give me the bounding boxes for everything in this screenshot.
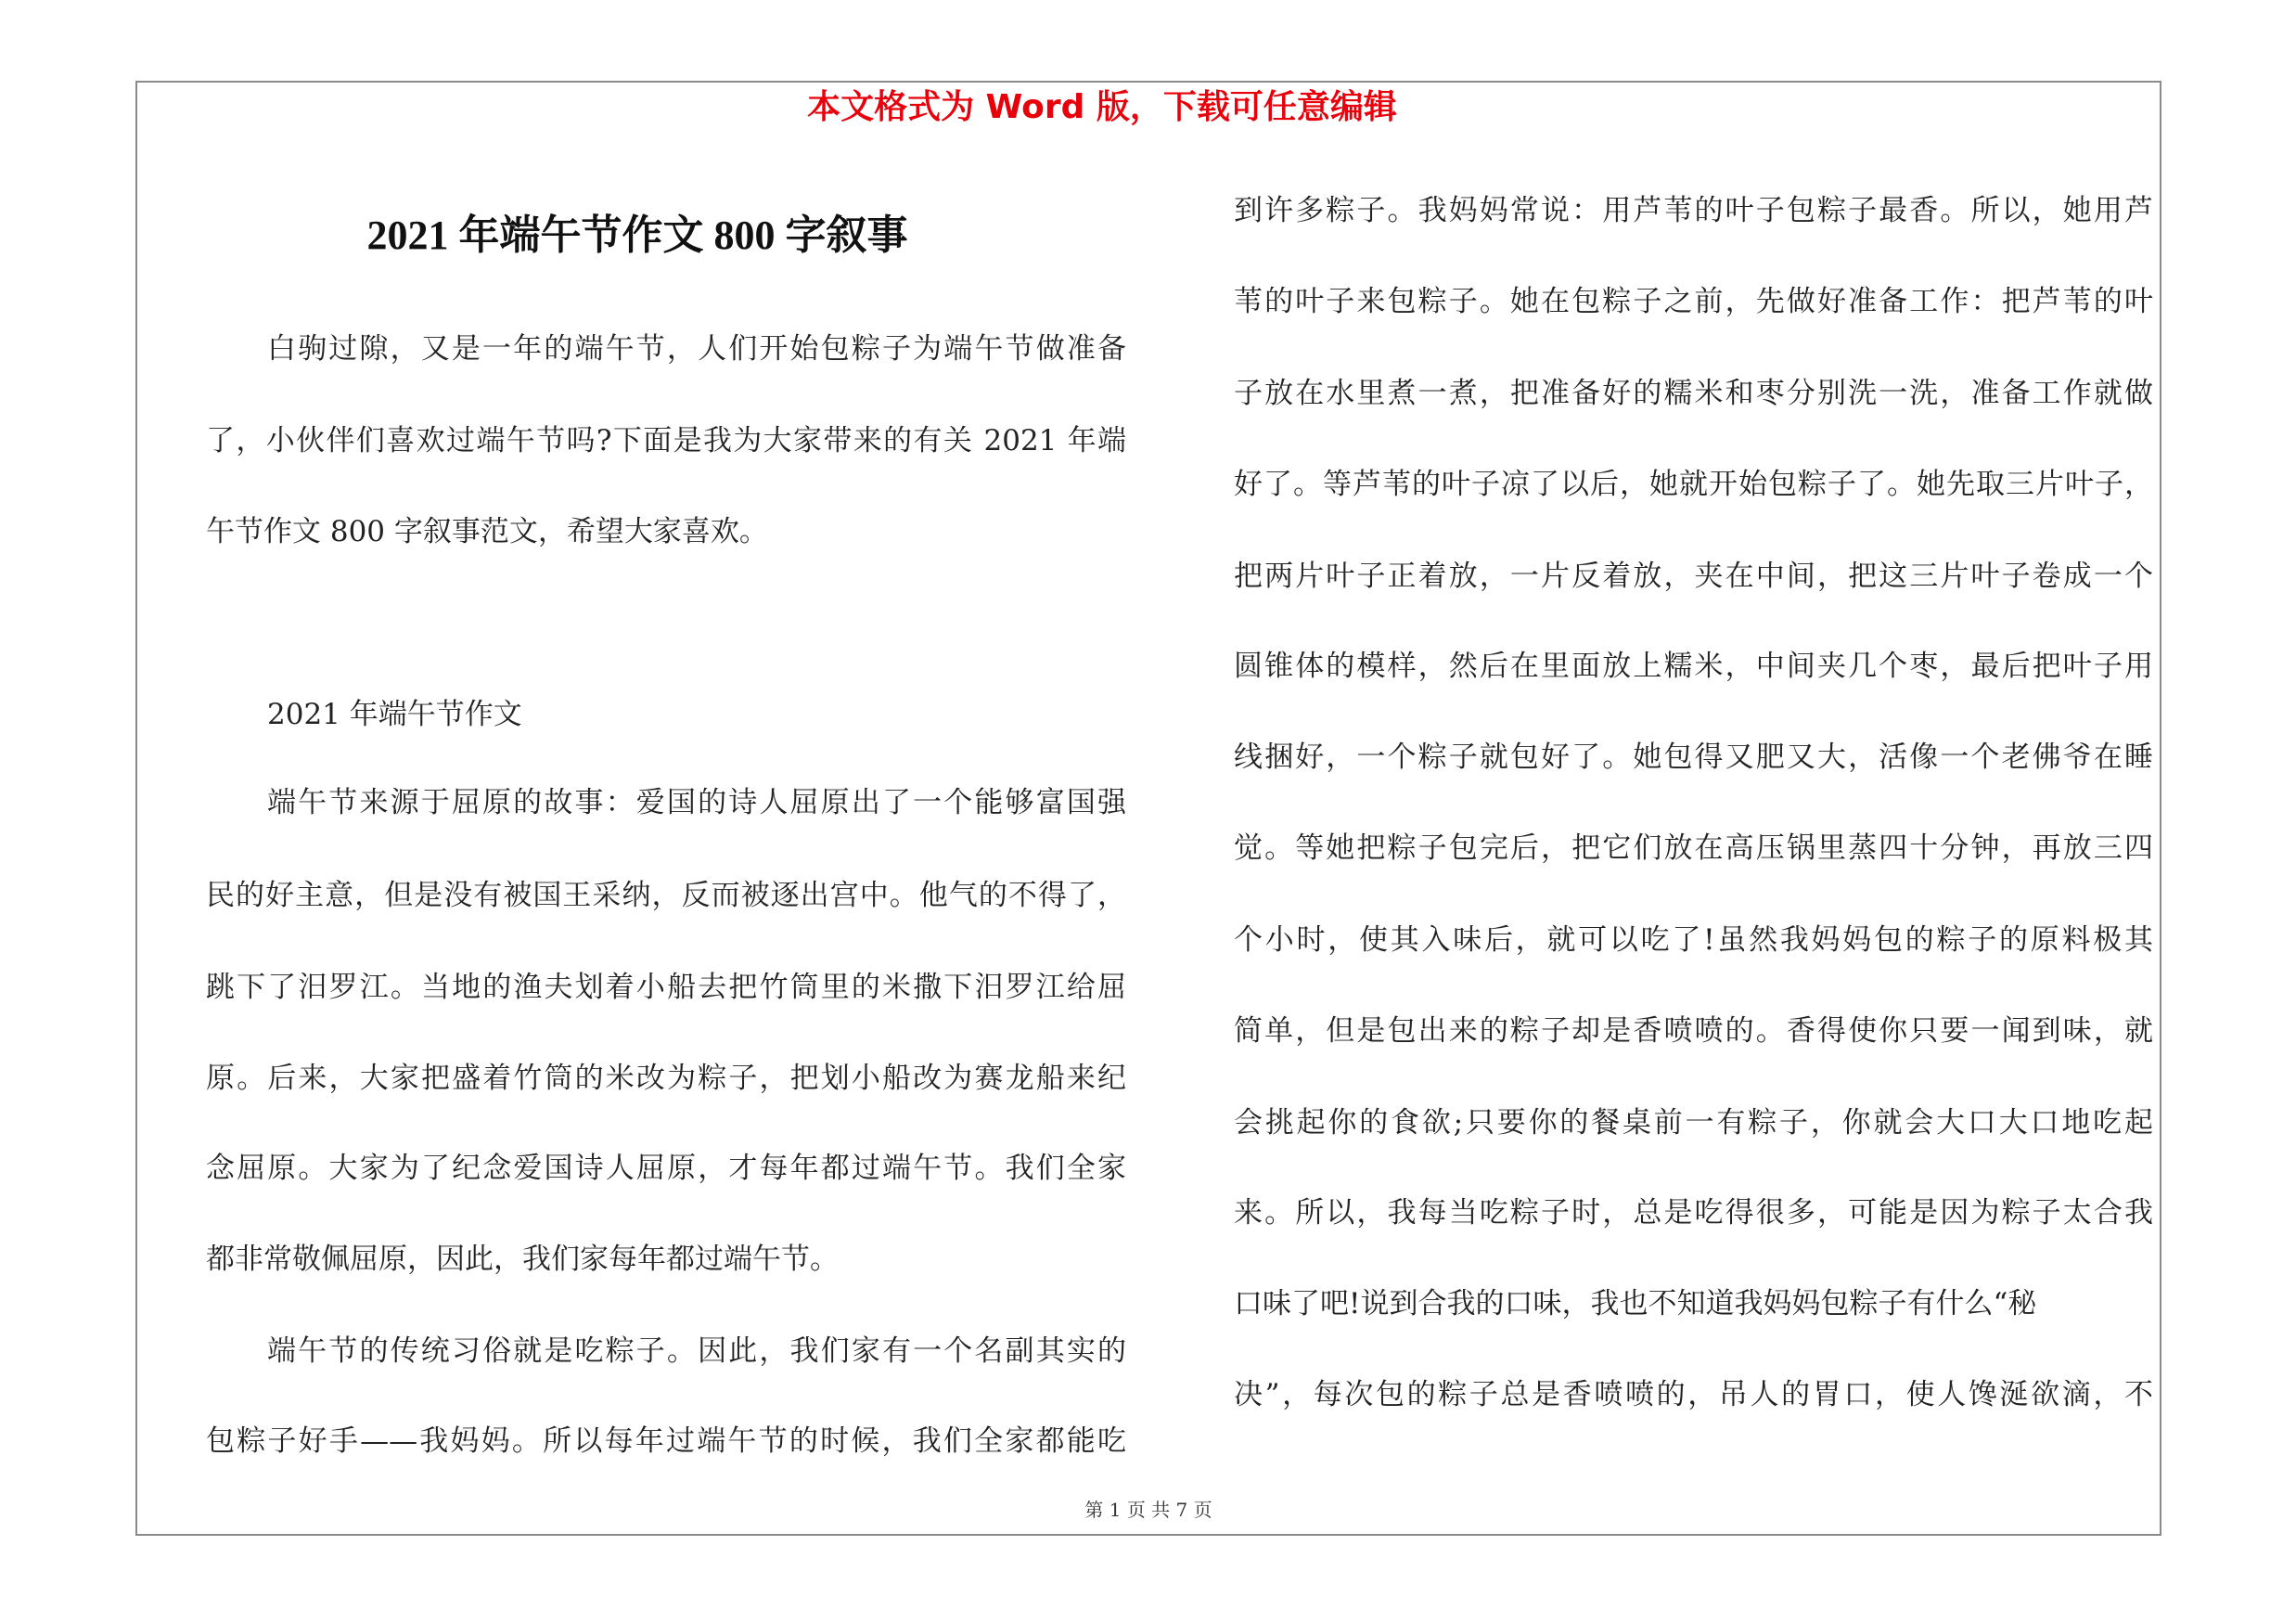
- text-line: 线捆好，一个粽子就包好了。她包得又肥又大，活像一个老佛爷在睡: [1234, 741, 2153, 774]
- text-line: 个小时，使其入味后，就可以吃了!虽然我妈妈包的粽子的原料极其: [1234, 923, 2153, 957]
- text-line: 端午节的传统习俗就是吃粽子。因此，我们家有一个名副其实的: [267, 1334, 1126, 1368]
- text-line: 口味了吧!说到合我的口味，我也不知道我妈妈包粽子有什么“秘: [1234, 1287, 2037, 1320]
- text-line: 跳下了汨罗江。当地的渔夫划着小船去把竹筒里的米撒下汨罗江给屈: [206, 971, 1126, 1004]
- page-number: 第 1 页 共 7 页: [1084, 1499, 1212, 1521]
- text-line: 午节作文 800 字叙事范文，希望大家喜欢。: [206, 515, 768, 548]
- text-line: 到许多粽子。我妈妈常说：用芦苇的叶子包粽子最香。所以，她用芦: [1234, 194, 2153, 227]
- text-line: 觉。等她把粽子包完后，把它们放在高压锅里蒸四十分钟，再放三四: [1234, 831, 2153, 865]
- text-line: 苇的叶子来包粽子。她在包粽子之前，先做好准备工作：把芦苇的叶: [1234, 285, 2153, 318]
- text-line: 原。后来，大家把盛着竹筒的米改为粽子，把划小船改为赛龙船来纪: [206, 1062, 1126, 1095]
- text-line: 简单，但是包出来的粽子却是香喷喷的。香得使你只要一闻到味，就: [1234, 1014, 2153, 1048]
- text-line: 子放在水里煮一煮，把准备好的糯米和枣分别洗一洗，准备工作就做: [1234, 377, 2153, 410]
- document-title: 2021 年端午节作文 800 字叙事: [366, 213, 908, 258]
- text-line: 好了。等芦苇的叶子凉了以后，她就开始包粽子了。她先取三片叶子，: [1234, 468, 2153, 501]
- text-line: 念屈原。大家为了纪念爱国诗人屈原，才每年都过端午节。我们全家: [206, 1152, 1126, 1185]
- text-line: 民的好主意，但是没有被国王采纳，反而被逐出宫中。他气的不得了，: [206, 879, 1126, 912]
- subheading-line: 2021 年端午节作文: [267, 698, 522, 731]
- text-line: 圆锥体的模样，然后在里面放上糯米，中间夹几个枣，最后把叶子用: [1234, 650, 2153, 683]
- text-line: 决”，每次包的粽子总是香喷喷的，吊人的胃口，使人馋涎欲滴，不: [1234, 1378, 2153, 1411]
- format-notice: 本文格式为 Word 版，下载可任意编辑: [807, 88, 1397, 126]
- text-line: 端午节来源于屈原的故事：爱国的诗人屈原出了一个能够富国强: [267, 786, 1126, 819]
- text-line: 了，小伙伴们喜欢过端午节吗?下面是我为大家带来的有关 2021 年端: [206, 424, 1126, 457]
- text-line: 会挑起你的食欲;只要你的餐桌前一有粽子，你就会大口大口地吃起: [1234, 1106, 2153, 1140]
- text-line: 把两片叶子正着放，一片反着放，夹在中间，把这三片叶子卷成一个: [1234, 560, 2153, 593]
- text-line: 包粽子好手——我妈妈。所以每年过端午节的时候，我们全家都能吃: [206, 1424, 1126, 1458]
- text-line: 白驹过隙，又是一年的端午节，人们开始包粽子为端午节做准备: [267, 332, 1126, 366]
- text-line: 来。所以，我每当吃粽子时，总是吃得很多，可能是因为粽子太合我: [1234, 1196, 2153, 1230]
- text-line: 都非常敬佩屈原，因此，我们家每年都过端午节。: [206, 1243, 839, 1276]
